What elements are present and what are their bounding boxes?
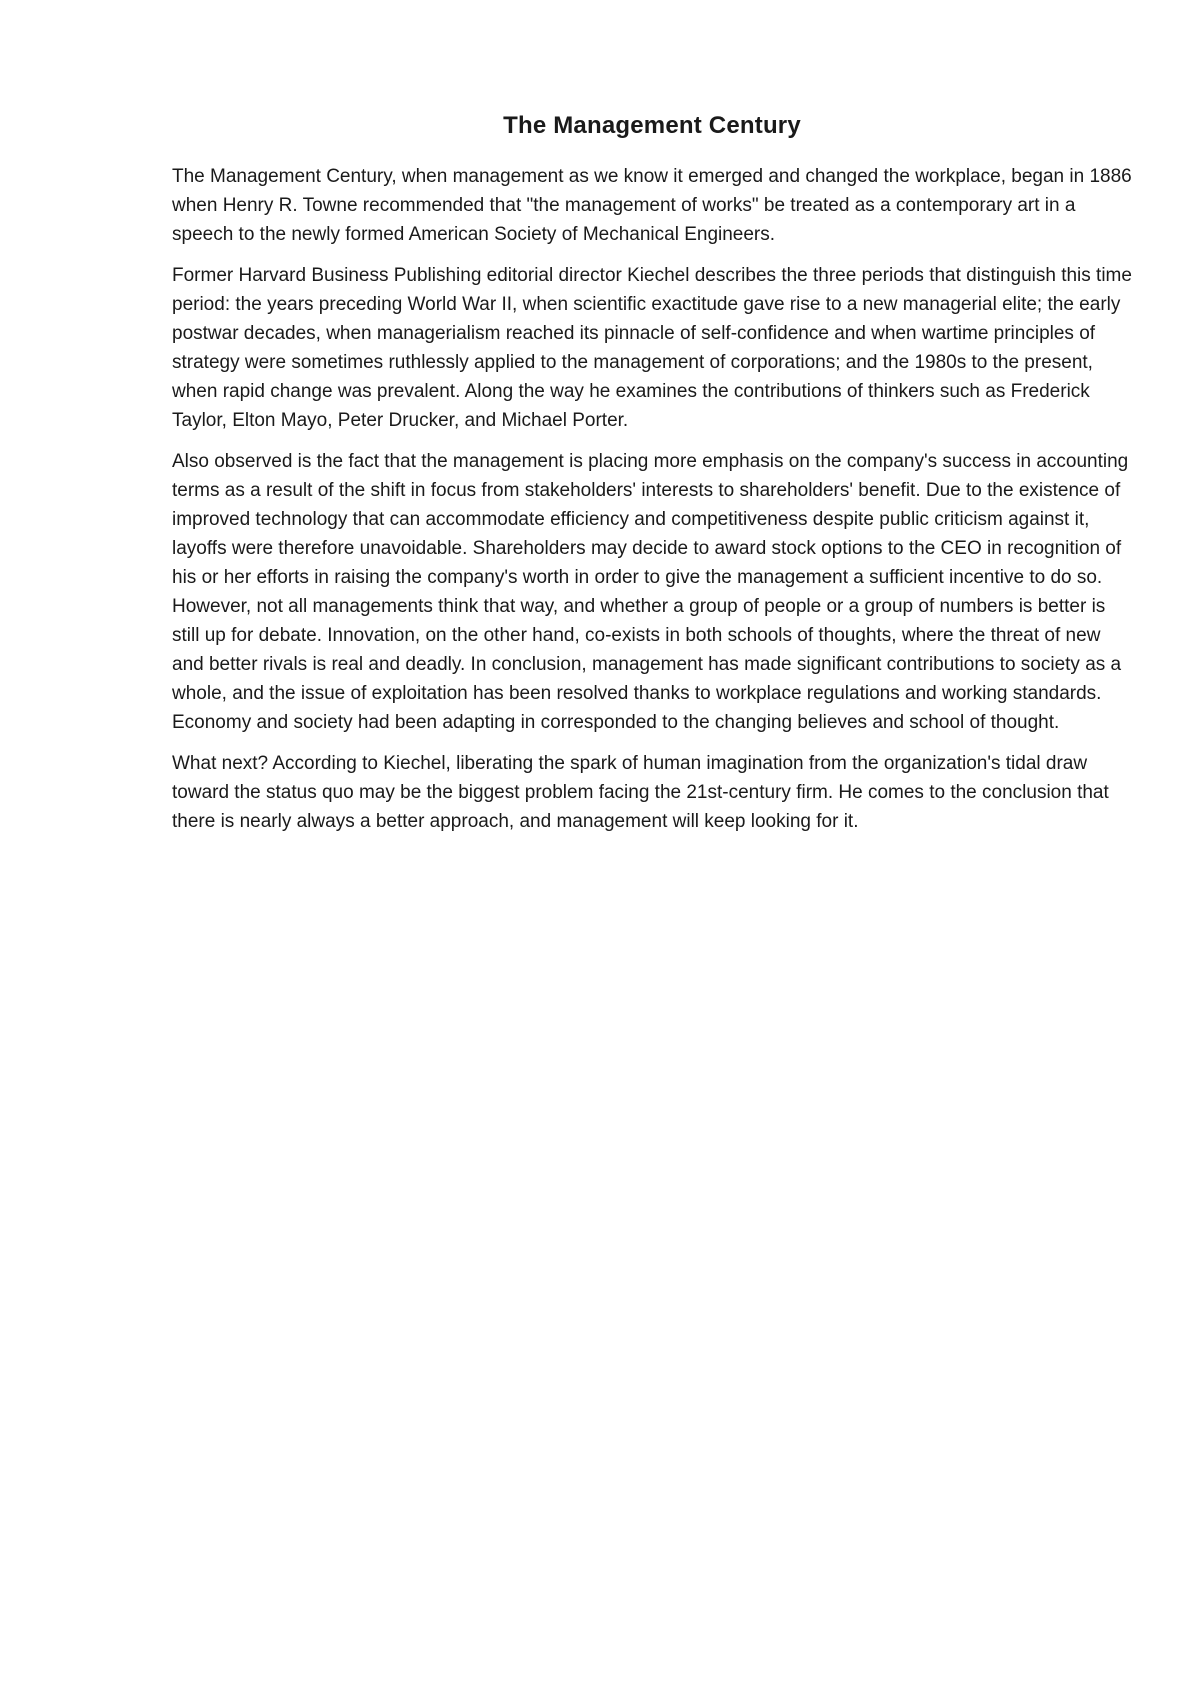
paragraph-conclusion: What next? According to Kiechel, liberating the spark of human imagination from the organization's tidal draw toward the status quo may be the biggest problem facing the 21st-century firm. He comes to the conclusion that there is nearly always a better approach, and management will keep looking for it. bbox=[172, 753, 1109, 832]
paragraph-observations: Also observed is the fact that the management is placing more emphasis on the company's success in accounting terms as a result of the shift in focus from stakeholders' interests to shareholders' benefit. Due to the existence of improved technology that can accommodate efficiency and competitiveness despite public criticism against it, layoffs were therefore unavoidable. Shareholders may decide to award stock options to the CEO in recognition of his or her efforts in raising the company's worth in order to give the management a sufficient incentive to do so. However, not all managements think that way, and whether a group of people or a group of numbers is better is still up for debate. Innovation, on the other hand, co-exists in both schools of thoughts, where the threat of new and better rivals is real and deadly. In conclusion, management has made significant contributions to society as a whole, and the issue of exploitation has been resolved thanks to workplace regulations and working standards. Economy and society had been adapting in corresponded to the changing believes and school of thought. bbox=[172, 451, 1129, 733]
paragraph-periods: Former Harvard Business Publishing editorial director Kiechel describes the three periods that distinguish this time period: the years preceding World War II, when scientific exactitude gave rise to a new managerial elite; the early postwar decades, when managerialism reached its pinnacle of self-confidence and when wartime principles of strategy were sometimes ruthlessly applied to the management of corporations; and the 1980s to the present, when rapid change was prevalent. Along the way he examines the contributions of thinkers such as Frederick Taylor, Elton Mayo, Peter Drucker, and Michael Porter. bbox=[172, 265, 1132, 431]
document-body bbox=[172, 112, 1132, 848]
document-title: The Management Century bbox=[503, 112, 801, 139]
paragraph-intro: The Management Century, when management as we know it emerged and changed the workplace, began in 1886 when Henry R. Towne recommended that "the management of works" be treated as a contemporary art in a speech to the newly formed American Society of Mechanical Engineers. bbox=[172, 166, 1132, 245]
